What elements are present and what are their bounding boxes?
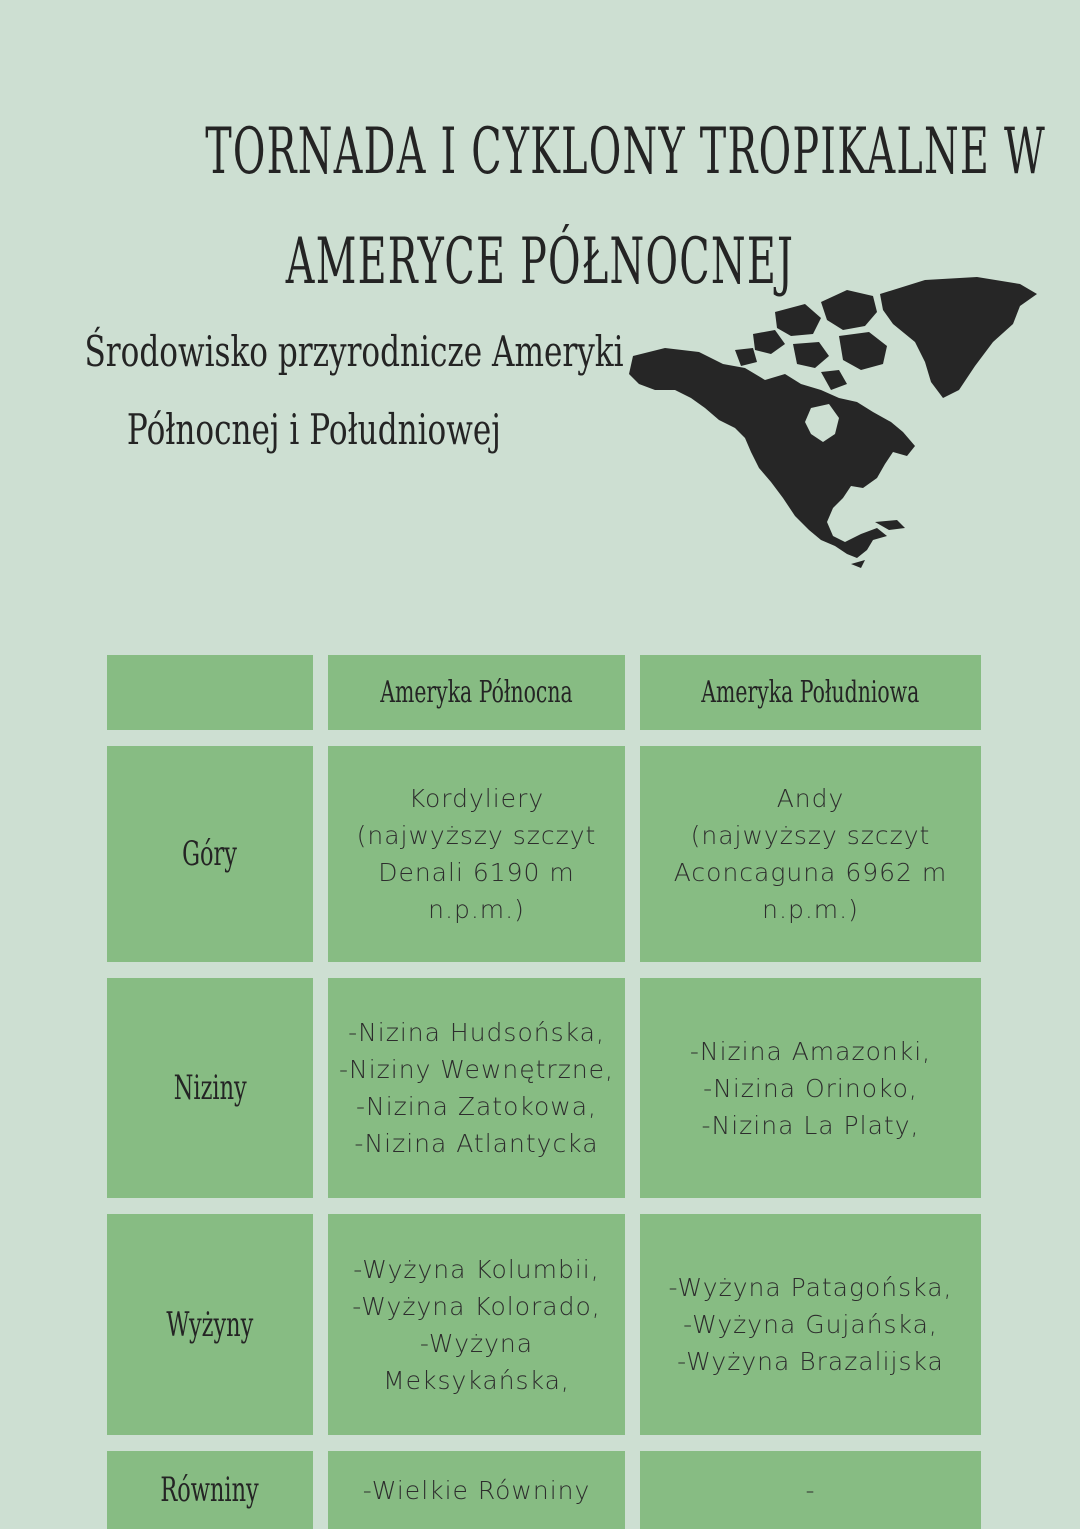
cell-line: Meksykańska, — [383, 1365, 570, 1395]
north-america-map-icon — [625, 272, 1040, 572]
table-cell-south — [640, 1451, 981, 1529]
header-south-label: Ameryka Południowa — [701, 675, 920, 710]
row-label-cell — [107, 746, 313, 962]
cell-line: (najwyższy szczyt — [690, 821, 931, 850]
row-label-cell — [107, 978, 313, 1198]
table-cell-north — [328, 978, 625, 1198]
row-label: Wyżyny — [166, 1304, 254, 1345]
cell-line: - — [805, 1475, 816, 1505]
cell-line: Kordyliery — [408, 784, 545, 813]
row-label: Równiny — [160, 1470, 260, 1510]
cell-line: -Wyżyna Kolorado, — [352, 1291, 601, 1321]
row-label: Góry — [182, 834, 238, 874]
cell-line: -Nizina La Platy, — [701, 1110, 920, 1140]
table-cell-south — [640, 746, 981, 962]
title-line-1: TORNADA I CYKLONY TROPIKALNE W — [205, 115, 1046, 189]
table-cell-north — [328, 1451, 625, 1529]
cell-line: -Wyżyna Kolumbii, — [353, 1254, 600, 1284]
cell-line: -Nizina Atlantycka — [354, 1129, 599, 1158]
row-label: Niziny — [173, 1068, 247, 1108]
table-header-south — [640, 655, 981, 730]
cell-line: -Wyżyna Patagońska, — [668, 1273, 953, 1302]
title-line-2: AMERYCE PÓŁNOCNEJ — [285, 225, 795, 299]
cell-line: Denali 6190 m — [378, 858, 575, 887]
cell-line: Aconcaguna 6962 m — [673, 858, 948, 887]
cell-line: -Wyżyna Brazalijska — [677, 1347, 944, 1376]
table-header-north — [328, 655, 625, 730]
row-label-cell — [107, 1451, 313, 1529]
cell-line: -Nizina Zatokowa, — [355, 1092, 597, 1121]
cell-line: -Wielkie Równiny — [362, 1475, 591, 1505]
cell-line: Andy — [776, 784, 845, 813]
table-cell-north — [328, 746, 625, 962]
subtitle-line-1: Środowisko przyrodnicze Ameryki — [84, 327, 624, 376]
table-header-empty — [107, 655, 313, 730]
cell-line: (najwyższy szczyt — [356, 821, 597, 850]
cell-line: -Nizina Orinoko, — [703, 1073, 918, 1103]
header-north-label: Ameryka Północna — [380, 675, 573, 710]
cell-line: -Nizina Hudsońska, — [348, 1018, 605, 1047]
table-cell-north — [328, 1214, 625, 1435]
row-label-cell — [107, 1214, 313, 1435]
subtitle-line-2: Północnej i Południowej — [126, 405, 501, 454]
cell-line: n.p.m.) — [428, 895, 525, 924]
cell-line: -Niziny Wewnętrzne, — [338, 1055, 614, 1084]
cell-line: -Wyżyna Gujańska, — [683, 1310, 938, 1339]
cell-line: -Wyżyna — [419, 1328, 534, 1358]
cell-line: n.p.m.) — [762, 895, 859, 924]
table-cell-south — [640, 978, 981, 1198]
table-cell-south — [640, 1214, 981, 1435]
cell-line: -Nizina Amazonki, — [689, 1036, 932, 1066]
